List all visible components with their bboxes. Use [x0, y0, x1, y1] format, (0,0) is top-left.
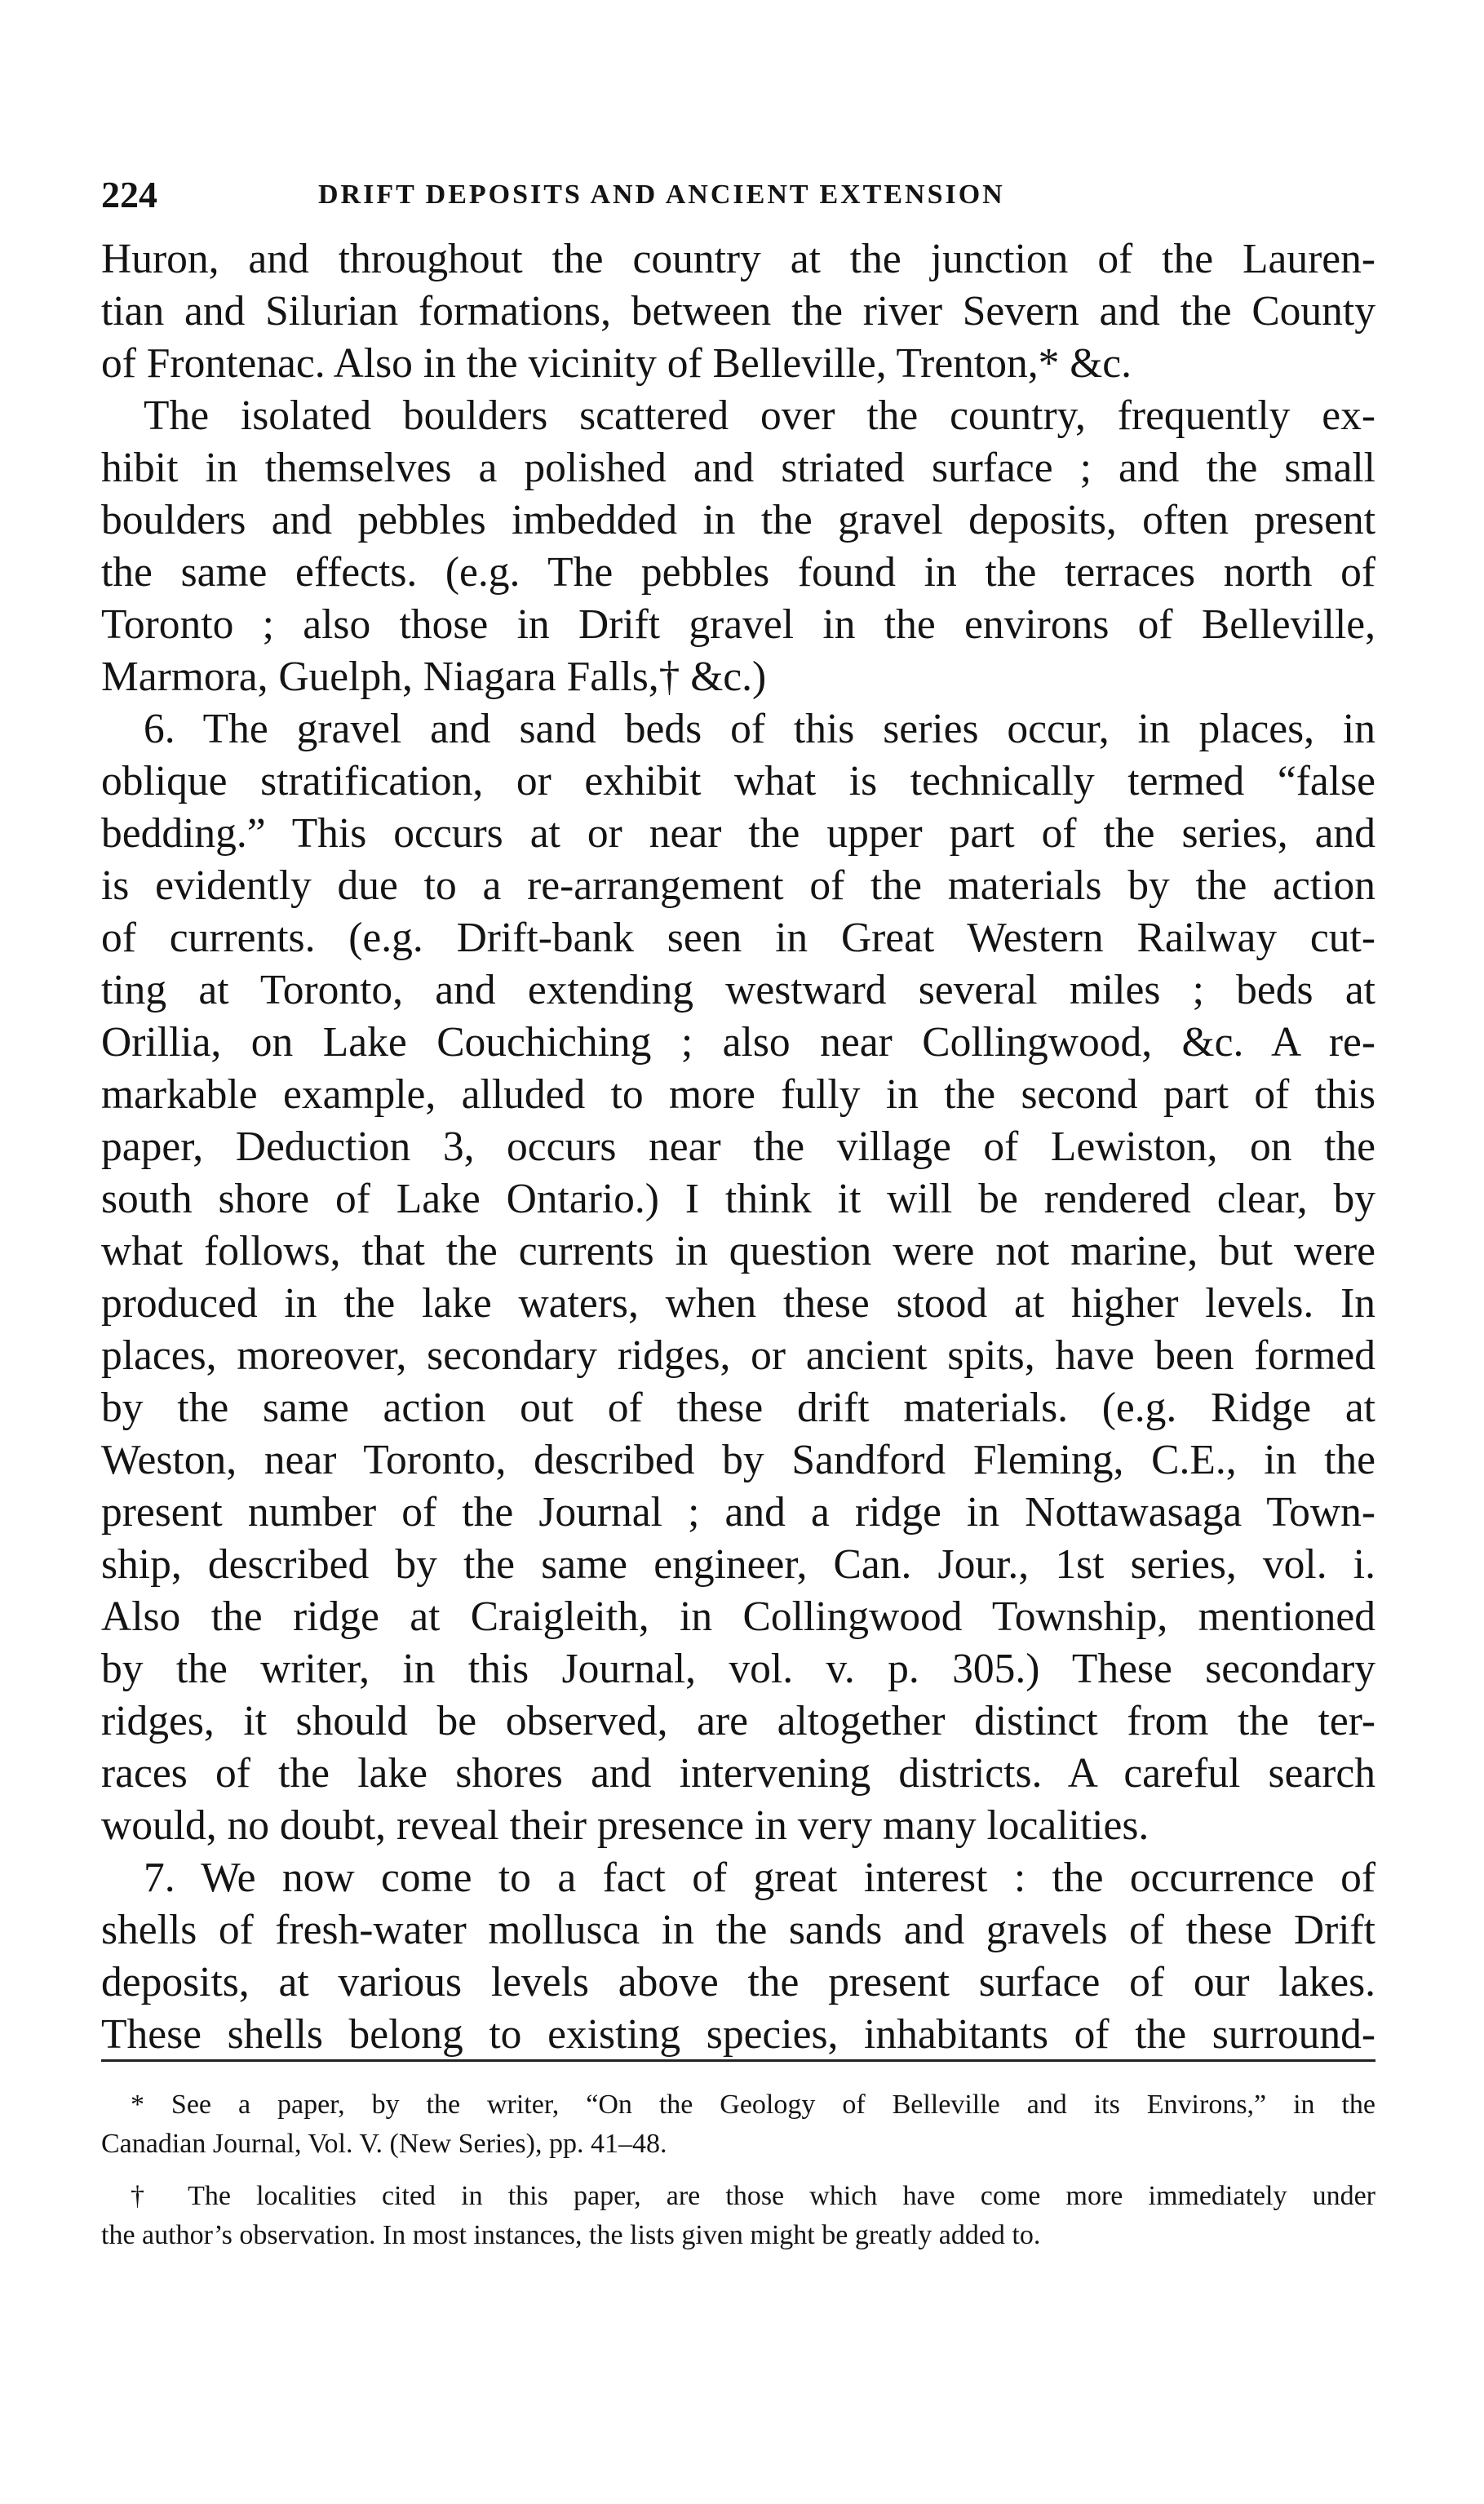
footnote-line: the author’s observation. In most instances, the lists given might be greatly added to.: [101, 2220, 1041, 2250]
text-line: tian and Silurian formations, between the river Severn and the County: [101, 288, 1375, 335]
text-line: These shells belong to existing species, inhabitants of the surround-: [101, 2011, 1375, 2058]
text-line: 6. The gravel and sand beds of this series occur, in places, in: [144, 706, 1375, 752]
text-line: Toronto ; also those in Drift gravel in the environs of Belleville,: [101, 601, 1375, 648]
text-line: ridges, it should be observed, are altogether distinct from the ter-: [101, 1698, 1375, 1744]
text-line: would, no doubt, reveal their presence in very many localities.: [101, 1802, 1150, 1849]
text-line: ting at Toronto, and extending westward several miles ; beds at: [101, 967, 1375, 1013]
text-line: present number of the Journal ; and a ridge in Nottawasaga Town-: [101, 1489, 1375, 1536]
text-line: what follows, that the currents in question were not marine, but were: [101, 1228, 1375, 1274]
text-line: The isolated boulders scattered over the country, frequently ex-: [144, 392, 1375, 439]
text-line: by the writer, in this Journal, vol. v. p. 305.) These secondary: [101, 1646, 1375, 1692]
text-line: by the same action out of these drift materials. (e.g. Ridge at: [101, 1385, 1375, 1431]
text-line: of Frontenac. Also in the vicinity of Belleville, Trenton,* &c.: [101, 340, 1132, 387]
text-line: Also the ridge at Craigleith, in Collingwood Township, mentioned: [101, 1593, 1375, 1640]
text-line: Huron, and throughout the country at the junction of the Lauren-: [101, 236, 1375, 282]
text-line: races of the lake shores and intervening districts. A careful search: [101, 1750, 1375, 1797]
text-line: places, moreover, secondary ridges, or ancient spits, have been formed: [101, 1332, 1375, 1379]
text-line: produced in the lake waters, when these stood at higher levels. In: [101, 1280, 1375, 1327]
running-head: DRIFT DEPOSITS AND ANCIENT EXTENSION: [318, 179, 1005, 210]
text-line: Orillia, on Lake Couchiching ; also near Collingwood, &c. A re-: [101, 1019, 1375, 1066]
text-line: 7. We now come to a fact of great interest : the occurrence of: [144, 1855, 1375, 1901]
footnote-line: * See a paper, by the writer, “On the Geology of Belleville and its Environs,” in the: [131, 2090, 1375, 2120]
text-line: of currents. (e.g. Drift-bank seen in Great Western Railway cut-: [101, 915, 1375, 961]
text-line: Marmora, Guelph, Niagara Falls,† &c.): [101, 654, 767, 700]
text-line: boulders and pebbles imbedded in the gravel deposits, often present: [101, 497, 1375, 543]
text-line: is evidently due to a re-arrangement of the materials by the action: [101, 862, 1375, 909]
text-line: shells of fresh-water mollusca in the sands and gravels of these Drift: [101, 1907, 1375, 1953]
text-line: markable example, alluded to more fully in the second part of this: [101, 1071, 1375, 1118]
text-line: deposits, at various levels above the present surface of our lakes.: [101, 1959, 1375, 2005]
page-number: 224: [101, 174, 157, 215]
footnote-line: † The localities cited in this paper, are those which have come more immediately under: [131, 2181, 1375, 2211]
text-line: ship, described by the same engineer, Can. Jour., 1st series, vol. i.: [101, 1541, 1375, 1588]
text-line: the same effects. (e.g. The pebbles found in the terraces north of: [101, 549, 1375, 596]
text-line: oblique stratification, or exhibit what is technically termed “false: [101, 758, 1375, 804]
footnote-rule: [101, 2059, 1375, 2062]
text-line: Weston, near Toronto, described by Sandford Fleming, C.E., in the: [101, 1437, 1375, 1483]
text-line: south shore of Lake Ontario.) I think it will be rendered clear, by: [101, 1176, 1375, 1222]
text-line: hibit in themselves a polished and striated surface ; and the small: [101, 445, 1375, 491]
footnote-line: Canadian Journal, Vol. V. (New Series), pp. 41–48.: [101, 2129, 667, 2159]
text-line: paper, Deduction 3, occurs near the village of Lewiston, on the: [101, 1123, 1375, 1170]
text-line: bedding.” This occurs at or near the upper part of the series, and: [101, 810, 1375, 857]
